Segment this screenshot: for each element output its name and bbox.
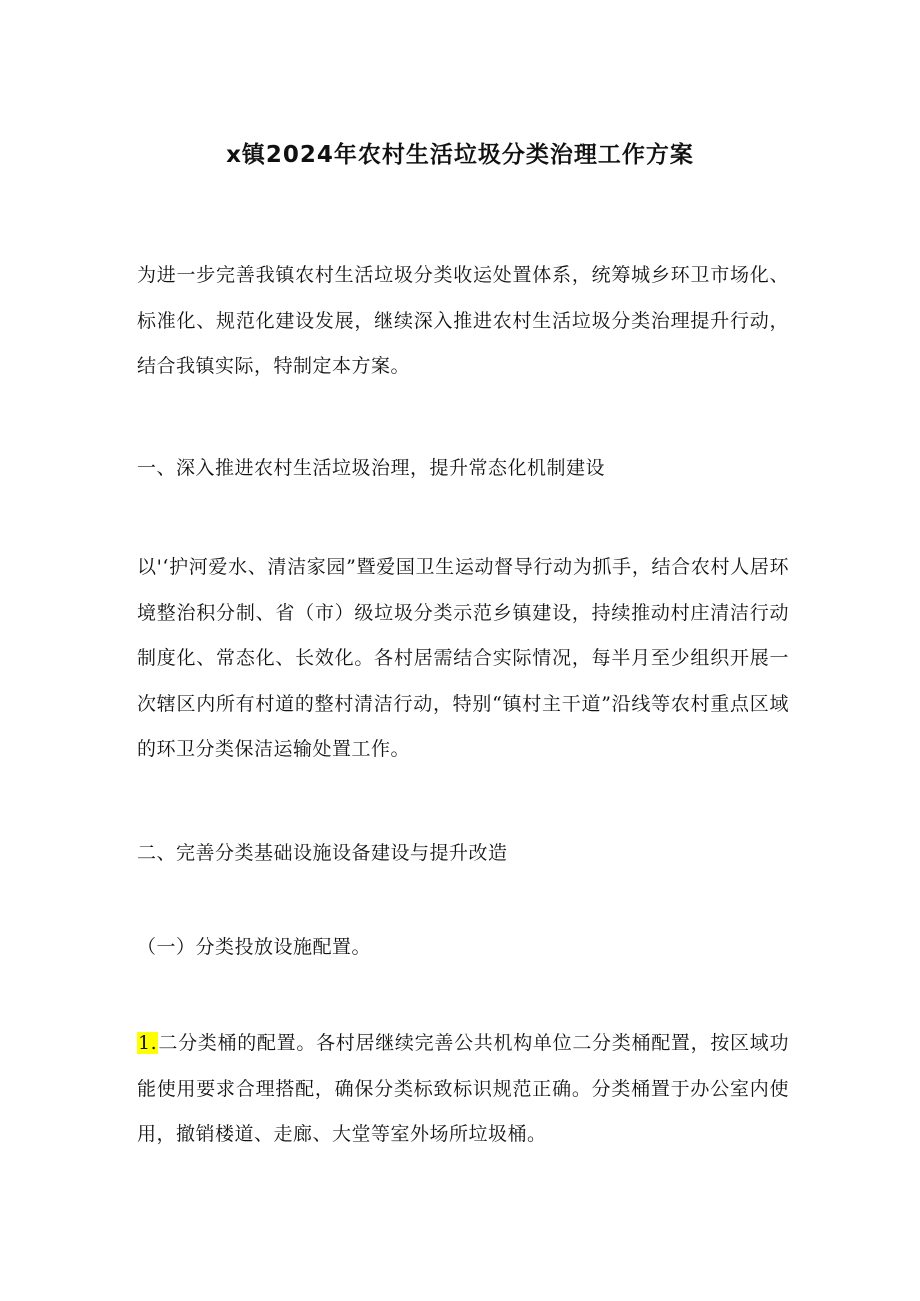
section-1-heading: 一、深入推进农村生活垃圾治理，提升常态化机制建设 [137, 457, 606, 479]
document-title: x镇2024年农村生活垃圾分类治理工作方案 [226, 142, 694, 168]
intro-paragraph: 为进一步完善我镇农村生活垃圾分类收运处置体系，统筹城乡环卫市场化、标准化、规范化建设发展，继续深入推进农村生活垃圾分类治理提升行动，结合我镇实际，特制定本方案。 [137, 264, 789, 377]
item-1-number-highlight: 1. [138, 1032, 158, 1054]
section-2-heading: 二、完善分类基础设施设备建设与提升改造 [137, 842, 508, 864]
item-1-paragraph [137, 1021, 789, 1158]
item-1-body: 二分类桶的配置。各村居继续完善公共机构单位二分类桶配置，按区域功能使用要求合理搭配，确保分类标致标识规范正确。分类桶置于办公室内使用，撤销楼道、走廊、大堂等室外场所垃圾桶。 [137, 1032, 789, 1145]
subsection-1-heading: （一）分类投放设施配置。 [137, 936, 372, 958]
section-1-body: 以'‘护河爱水、清洁家园”暨爱国卫生运动督导行动为抓手，结合农村人居环境整治积分制、省（市）级垃圾分类示范乡镇建设，持续推动村庄清洁行动制度化、常态化、长效化。各村居需结合实际情况，每半月至少组织开展一次辖区内所有村道的整村清洁行动，特别“镇村主干道”沿线等农村重点区域的环卫分类保洁运输处置工作。 [137, 556, 789, 760]
